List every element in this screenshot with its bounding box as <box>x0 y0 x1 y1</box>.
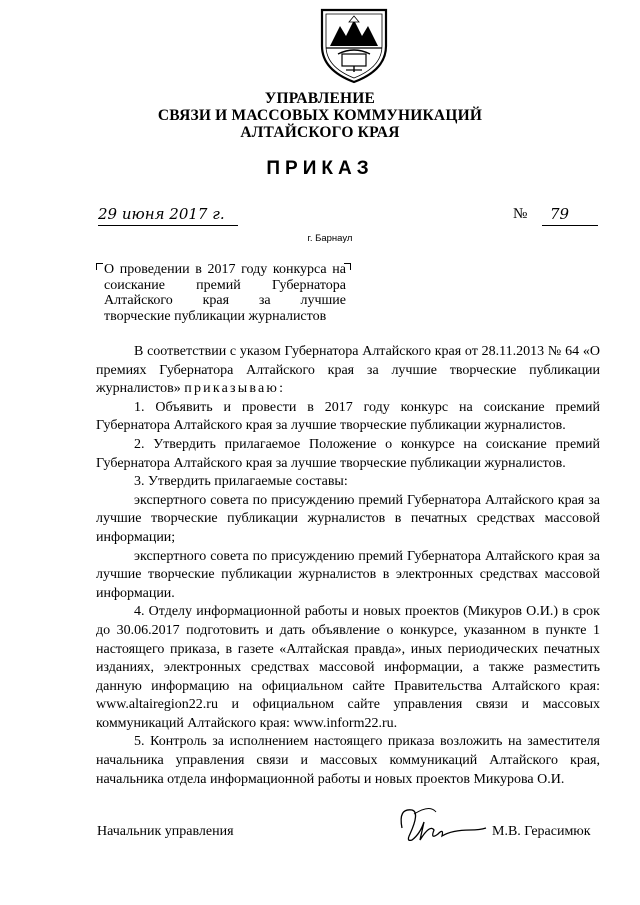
subject-line: О проведении в 2017 году конкурса на <box>104 262 346 277</box>
order-word: приказываю <box>184 381 280 397</box>
subject-bracket-left <box>96 263 103 270</box>
city-label: г. Барнаул <box>307 233 353 244</box>
document-body <box>96 343 600 789</box>
item-4: 4. Отделу информационной работы и новых проектов (Микуров О.И.) в срок до 30.06.2017 подготовить и дать объявление о конкурсе, указанном в пункте 1 настоящего приказа, в газете «Алтайская правда», иных периодических печатных изданиях, электронных средствах массовой информации, а также разместить данную информацию на официальном сайте Правительства Алтайского края: www.altairegion22.ru и официальном сайте управления связи и массовых коммуникаций Алтайского края: www.inform22.ru. <box>96 604 600 731</box>
org-name-line-3: АЛТАЙСКОГО КРАЯ <box>240 124 400 141</box>
altai-krai-coat-of-arms-icon <box>316 6 392 84</box>
date-field <box>98 205 238 226</box>
intro-end: : <box>279 381 283 397</box>
signer-name: М.В. Герасимюк <box>492 824 591 839</box>
intro-paragraph <box>96 343 600 399</box>
handwritten-signature <box>390 800 490 850</box>
intro-text: В соответствии с указом Губернатора Алтайского края от 28.11.2013 № 64 «О премиях Губернатора Алтайского края за лучшие творческие публикации журналистов» <box>96 344 600 397</box>
item-5: 5. Контроль за исполнением настоящего приказа возложить на заместителя начальника управления связи и массовых коммуникаций Алтайского края, начальника отдела информационной работы и новых проектов Микурова О.И. <box>96 734 600 787</box>
org-name-line-2: СВЯЗИ И МАССОВЫХ КОММУНИКАЦИЙ <box>157 107 483 124</box>
item-1: 1. Объявить и провести в 2017 году конкурс на соискание премий Губернатора Алтайского края за лучшие творческие публикации журналистов. <box>96 399 600 434</box>
number-field <box>542 205 598 226</box>
number-label: № <box>513 206 528 222</box>
handwritten-number: 79 <box>550 205 570 223</box>
subject-line: творческие публикации журналистов <box>104 308 327 324</box>
item-3a: экспертного совета по присуждению премий Губернатора Алтайского края за лучшие творческие публикации журналистов в печатных средствах массовой информации; <box>96 492 600 545</box>
subject-line: соискание премий Губернатора <box>104 277 346 293</box>
item-3b: экспертного совета по присуждению премий Губернатора Алтайского края за лучшие творческие публикации журналистов в электронных средствах массовой информации. <box>96 548 600 601</box>
handwritten-date: 29 июня 2017 г. <box>98 205 225 223</box>
subject-line: Алтайского края за лучшие <box>104 293 346 309</box>
subject-block <box>104 262 346 324</box>
item-3: 3. Утвердить прилагаемые составы: <box>134 474 348 490</box>
signer-position: Начальник управления <box>97 824 234 839</box>
item-2: 2. Утвердить прилагаемое Положение о конкурсе на соискание премий Губернатора Алтайского края за лучшие творческие публикации журналистов. <box>96 436 600 471</box>
org-name-line-1: УПРАВЛЕНИЕ <box>264 90 376 107</box>
document-type-title: ПРИКАЗ <box>266 158 374 179</box>
